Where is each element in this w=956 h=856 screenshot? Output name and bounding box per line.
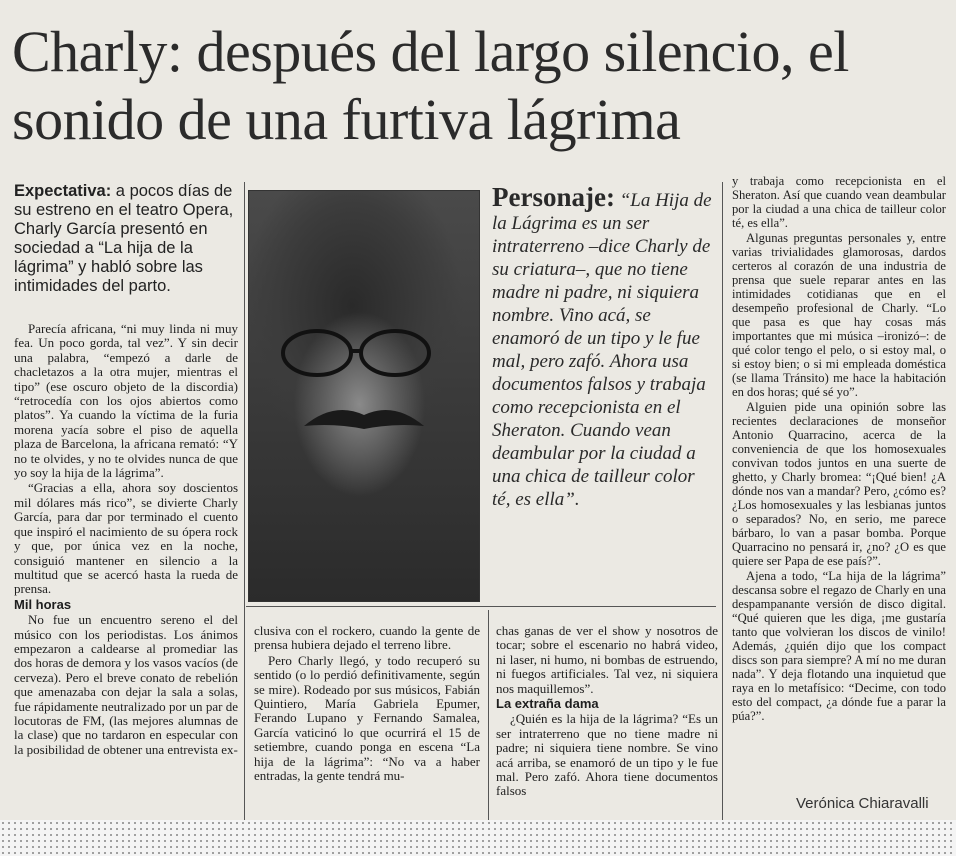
torn-edge: [0, 820, 956, 856]
paragraph: No fue un encuentro sereno el del músico con los periodistas. Los ánimos empezaron a caldearse al promediar las dos horas de demora y los vasos vacíos (de cerveza). Pero el breve conato de rebelión que amenazaba con dejar la sala a solas, fue rápidamente neutralizado por un par de locutoras de FM, (las mejores alumnas de la clase) que no tardaron en especular con la posibilidad de obtener una entrevista ex-: [14, 612, 238, 757]
column-rule: [488, 610, 489, 822]
paragraph: Algunas preguntas personales y, entre varias trivialidades glamorosas, dardos certeros al corazón de una industria de prensa que suele reparar antes en las intimidades cotidianas que en el desempeño profesional de Charly. “Lo que pasa es que hay cosas más importantes que mi música –ironizó–: de qué color tengo el pelo, o si estoy mal, o si estoy bien; o si mi empleada doméstica (se llama Tránsito) me hace la habitación en dos horas; qué sé yo”.: [732, 231, 946, 399]
paragraph: “Gracias a ella, ahora soy doscientos mil dólares más rico”, se divierte Charly García, para dar por terminado el cuento que inspiró el nacimiento de su ópera rock y que, por única vez en la noche, consiguió mantener en silencio a la multitud que se acercó hasta la rueda de prensa.: [14, 480, 238, 597]
pull-quote-text: “La Hija de la Lágrima es un ser intraterreno –dice Charly de su criatura–, que no tiene madre ni padre, ni siquiera nombre. Vino acá, se enamoró de un tipo y le fue mal, pero zafó. Ahora usa documentos falsos y trabaja como recepcionista en el Sheraton. Cuando vean deambular por la ciudad a una chica de tailleur color té, es ella”.: [492, 190, 712, 510]
moustache-shape: [299, 401, 429, 441]
intro-deck: [14, 182, 236, 296]
column-1: [14, 322, 238, 758]
paragraph: Pero Charly llegó, y todo recuperó su sentido (o lo perdió definitivamente, según se mire). Rodeado por sus músicos, Fabián Quintiero, María Gabriela Epumer, Ferando Lupano y Fernando Samalea, García vaticinó lo que ocurrirá el 15 de setiembre, cuando ponga en escena “La hija de la lágrima”: “No va a haber entradas, la gente tendrá mu-: [254, 652, 480, 784]
photo-charly-garcia: [248, 190, 480, 602]
column-rule: [722, 182, 723, 822]
column-2: [254, 624, 480, 784]
horizontal-rule: [246, 606, 716, 607]
paragraph: Alguien pide una opinión sobre las recientes declaraciones de monseñor Antonio Quarracino, acerca de la conveniencia de que los homosexuales convivan todos juntos en una suerte de ghetto, y Charly bromea: “¡Qué bien! ¿A dónde nos van a mandar? Pero, ¿cómo es? ¿Los homosexuales y las lesbianas juntos o separados? No, en serio, me parece bárbaro, lo van a pasar bomba. Porque Quarracino no pensará ir, ¿no? ¿O es que quiere ser Papa de ese país?”.: [732, 400, 946, 568]
column-3: [496, 624, 718, 800]
paragraph: chas ganas de ver el show y nosotros de tocar; sobre el escenario no habrá video, ni laser, ni humo, ni bombas de estruendo, ni fuegos artificiales. Tal vez, ni siquiera nos maquillemos”.: [496, 623, 718, 696]
paragraph: Parecía africana, “ni muy linda ni muy fea. Un poco gorda, tal vez”. Y sin decir una palabra, “empezó a darle de chacletazos a la otra mujer, mientras el tipo” (ese oscuro objeto de la discordia) “retrocedía con los ojos abiertos como platos”. Ya cuando la víctima de la furia morena yacía sobre el piso de aquella plaza de Barcelona, la africana remató: “Y no te olvides, y no te olvides nunca de que yo soy la hija de la lágrima”.: [14, 321, 238, 481]
paragraph: Ajena a todo, “La hija de la lágrima” descansa sobre el regazo de Charly en una despampanante versión de disco digital. “Qué quieren que les diga, ¡me gustaría tanto que volvieran los discos de vinilo! Además, ¿quién dijo que los compact discs son para siempre? A mí no me duran nada”. Y deja flotando una inquietud que raya en lo metafísico: “Decime, con todo esto del compact, ¿a dónde fue a parar la púa?”.: [732, 569, 946, 723]
paragraph: y trabaja como recepcionista en el Sheraton. Así que cuando vean deambular por la ciudad a una chica de tailleur color té, es ella”.: [732, 174, 946, 230]
intro-text: a pocos días de su estreno en el teatro Opera, Charly García presentó en sociedad a “La hija de la lágrima” y habló sobre las intimidades del parto.: [14, 182, 234, 295]
intro-lead: Expectativa:: [14, 182, 112, 200]
pull-quote: [492, 182, 716, 511]
subheading-mil-horas: Mil horas: [14, 596, 72, 612]
subheading-la-extrana-dama: La extraña dama: [496, 696, 599, 712]
headline: Charly: después del largo silencio, el sonido de una furtiva lágrima: [12, 19, 849, 152]
paragraph: ¿Quién es la hija de la lágrima? “Es un ser intraterreno que no tiene madre ni padre; ni siquiera tiene nombre. Se vino acá arriba, se enamoró de un tipo y le fue mal. Pero zafó. Ahora tiene documentos falsos: [496, 711, 718, 799]
column-4: [732, 174, 946, 724]
byline: Verónica Chiaravalli: [796, 795, 929, 812]
paragraph: clusiva con el rockero, cuando la gente de prensa hubiera dejado el terreno libre.: [254, 623, 480, 653]
pull-quote-lead: Personaje:: [492, 182, 615, 212]
column-rule: [244, 182, 245, 822]
glasses-shape: [277, 323, 437, 383]
